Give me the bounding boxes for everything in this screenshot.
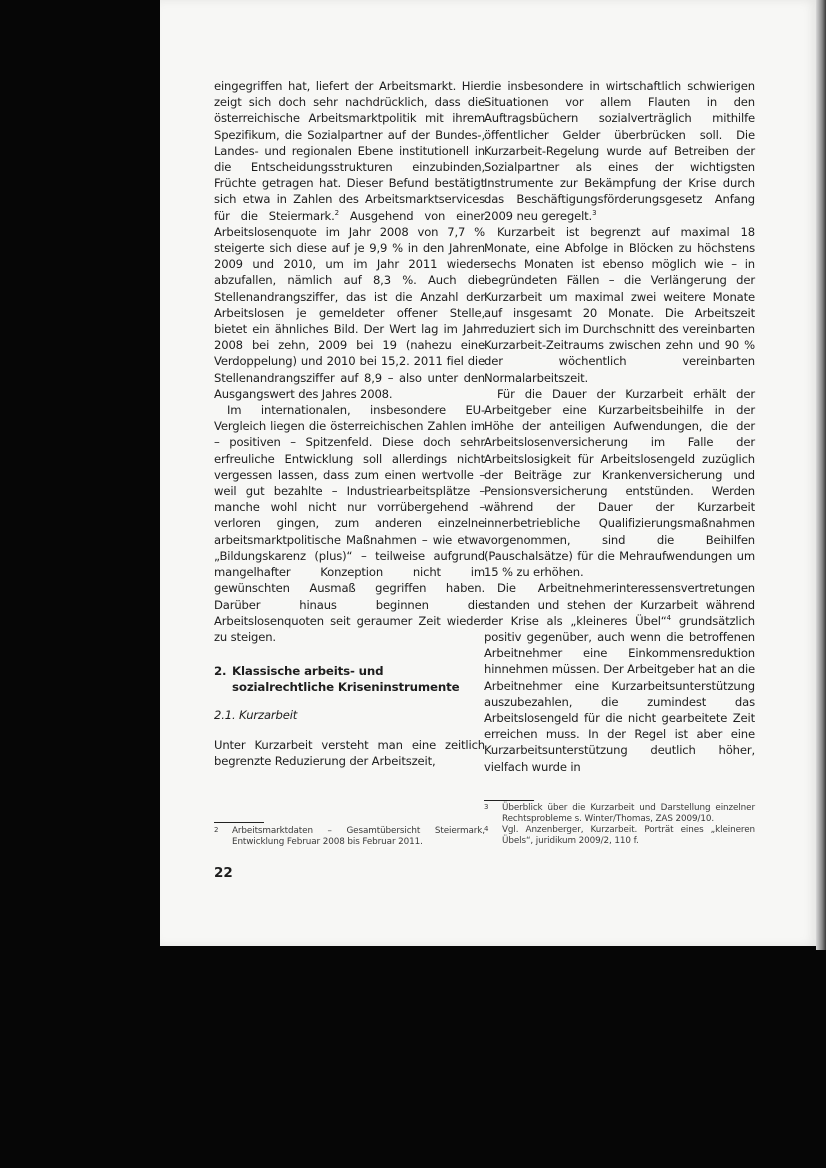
footnote-text: Arbeitsmarktdaten – Gesamtübersicht Steiermark, Entwicklung Februar 2008 bis Februar 2011. xyxy=(232,826,485,847)
right-paragraph-4 xyxy=(484,580,755,774)
left-paragraph-1 xyxy=(214,78,485,402)
right-paragraph-2: Kurzarbeit ist begrenzt auf maximal 18 Monate, eine Abfolge in Blöcken zu höchstens sechs Monaten ist ebenso möglich wie – in begründeten Fällen – die Verlängerung der Kurzarbeit um maximal zwei weitere Monate auf insgesamt 20 Monate. Die Arbeitszeit reduziert sich im Durchschnitt des vereinbarten Kurzarbeit-Zeitraums zwischen zehn und 90 % der wöchentlich vereinbarten Normalarbeitszeit. xyxy=(484,224,755,385)
footnote-mark: 4 xyxy=(484,825,489,833)
paragraph-text: die insbesondere in wirtschaftlich schwierigen Situationen vor allem Flauten in den Auftragsbüchern sozialverträglich mithilfe öffentlicher Gelder überbrücken soll. Die Kurzarbeit-Regelung wurde auf Betreiben der Sozialpartner als eines der wichtigsten Instrumente zur Bekämpfung der Krise durch das Beschäftigungsförderungsgesetz Anfang 2009 neu geregelt. xyxy=(484,79,755,223)
footnote xyxy=(484,825,755,847)
right-text-column xyxy=(484,78,755,775)
footnotes-left xyxy=(214,826,485,848)
right-paragraph-3: Für die Dauer der Kurzarbeit erhält der Arbeitgeber eine Kurzarbeitsbeihilfe in der Höhe der anteiligen Aufwendungen, die der Arbeitslosenversicherung im Falle der Arbeitslosigkeit für Arbeitslosengeld zuzüglich der Beiträge zur Krankenversicherung und Pensionsversicherung entstünden. Werden während der Dauer der Kurzarbeit innerbetriebliche Qualifizierungsmaßnahmen vorgenommen, sind die Beihilfen (Pauschalsätze) für die Mehraufwendungen um 15 % zu erhöhen. xyxy=(484,386,755,580)
page-edge-shadow xyxy=(816,0,826,950)
footnote xyxy=(214,826,485,848)
subsection-heading: 2.1. Kurzarbeit xyxy=(214,707,298,722)
paragraph-text: Die Arbeitnehmerinteressensvertretungen standen und stehen der Kurzarbeit während der Krise als „kleineres Übel“ xyxy=(484,581,755,628)
footnote-ref: 4 xyxy=(666,613,671,622)
paragraph-text: Ausgehend von einer Arbeitslosenquote im Jahr 2008 von 7,7 % steigerte sich diese auf je 9,9 % in den Jahren 2009 und 2010, um im Jahr 2011 wieder abzufallen, nämlich auf 8,3 %. Auch die Stellenandrangsziffer, das ist die Anzahl der Arbeitslosen je gemeldeter offener Stelle, bietet ein ähnliches Bild. Der Wert lag im Jahr 2008 bei zehn, 2009 bei 19 (nahezu eine Verdoppelung) und 2010 bei 15,2. 2011 fiel die Stellenandrangsziffer auf 8,9 – also unter den Ausgangswert des Jahres 2008. xyxy=(214,208,485,401)
page-number: 22 xyxy=(214,865,233,881)
left-text-column xyxy=(214,78,485,769)
footnote-rule xyxy=(214,822,264,823)
right-paragraph-1 xyxy=(484,78,755,224)
paragraph-text: grundsätzlich positiv gegenüber, auch wenn die betroffenen Arbeitnehmer eine Einkommensreduktion hinnehmen müssen. Der Arbeitgeber hat an die Arbeitnehmer eine Kurzarbeitsunterstützung auszubezahlen, die zumindest das Arbeitslosengeld für die nicht gearbeitete Zeit erreichen muss. In der Regel ist aber eine Kurzarbeitsunterstützung deutlich höher, vielfach wurde in xyxy=(484,613,755,774)
footnote-ref: 3 xyxy=(592,208,597,217)
footnotes-right xyxy=(484,803,755,847)
footnote-text: Vgl. Anzenberger, Kurzarbeit. Porträt eines „kleineren Übels“, juridikum 2009/2, 110 f. xyxy=(502,825,755,846)
footnote-text: Überblick über die Kurzarbeit und Darstellung einzelner Rechtsprobleme s. Winter/Thomas, ZAS 2009/10. xyxy=(502,803,755,824)
footnote-mark: 2 xyxy=(214,826,219,834)
footnote xyxy=(484,803,755,825)
section-number: 2. xyxy=(214,664,227,679)
section-title: Klassische arbeits- und sozialrechtliche Kriseninstrumente xyxy=(232,664,460,695)
footnote-rule xyxy=(484,800,534,801)
section-heading xyxy=(214,663,485,695)
footnote-mark: 3 xyxy=(484,803,489,811)
left-paragraph-2: Im internationalen, insbesondere EU-Vergleich liegen die österreichischen Zahlen im – positiven – Spitzenfeld. Diese doch sehr erfreuliche Entwicklung soll allerdings nicht vergessen lassen, dass zum einen wertvolle – weil gut bezahlte – Industriearbeitsplätze – manche wohl nicht nur vorrübergehend – verloren gingen, zum anderen einzelne arbeitsmarktpolitische Maßnahmen – wie etwa „Bildungskarenz (plus)“ – teilweise aufgrund mangelhafter Konzeption nicht im gewünschten Ausmaß gegriffen haben. Darüber hinaus beginnen die Arbeitslosenquoten seit geraumer Zeit wieder zu steigen. xyxy=(214,403,485,644)
footnote-ref: 2 xyxy=(334,208,339,217)
paragraph-text: eingegriffen hat, liefert der Arbeitsmarkt. Hier zeigt sich doch sehr nachdrücklich, dass die österreichische Arbeitsmarktpolitik mit ihrem Spezifikum, die Sozialpartner auf der Bundes-, Landes- und regionalen Ebene institutionell in die Entscheidungsstrukturen einzubinden, Früchte getragen hat. Dieser Befund bestätigt sich etwa in Zahlen des Arbeitsmarktservices für die Steiermark. xyxy=(214,79,485,223)
left-paragraph-3: Unter Kurzarbeit versteht man eine zeitlich begrenzte Reduzierung der Arbeitszeit, xyxy=(214,737,485,768)
